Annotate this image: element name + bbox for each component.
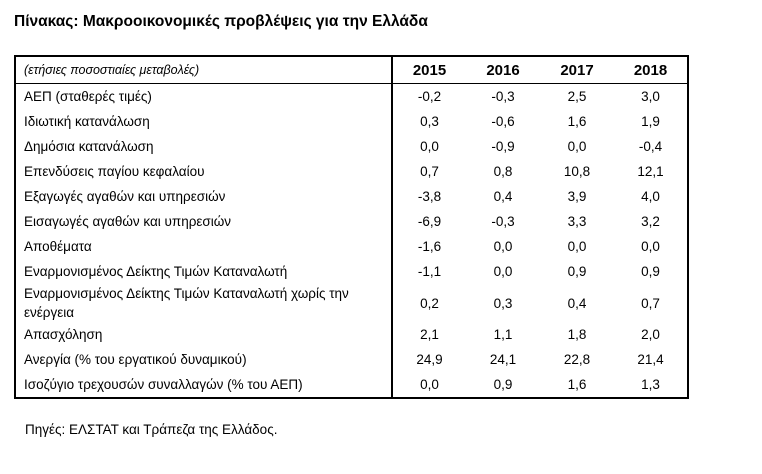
row-value: 0,0	[493, 264, 513, 279]
row-value: 0,0	[420, 139, 439, 154]
row-value: 2,0	[641, 327, 660, 342]
row-value: 24,1	[489, 352, 517, 367]
row-label: Ανεργία (% του εργατικού δυναμικού)	[15, 347, 392, 372]
row-value: 0,9	[567, 264, 587, 279]
table-header-year-2015: 2015	[392, 56, 466, 84]
table-row	[15, 159, 688, 184]
row-value: 0,0	[493, 239, 513, 254]
table-row	[15, 347, 688, 372]
row-value: 22,8	[563, 352, 591, 367]
table-row	[15, 372, 688, 398]
table-row	[15, 322, 688, 347]
table-row	[15, 84, 688, 110]
table-row	[15, 209, 688, 234]
row-value: -6,9	[417, 214, 442, 229]
row-value: 0,9	[641, 264, 660, 279]
row-value: 0,0	[567, 239, 587, 254]
row-value: 0,9	[493, 377, 513, 392]
row-value: -0,3	[491, 89, 515, 104]
row-value: 1,1	[493, 327, 513, 342]
row-label: Εναρμονισμένος Δείκτης Τιμών Καταναλωτή χωρίς την ενέργεια	[15, 284, 392, 322]
row-value: 0,7	[641, 295, 660, 311]
row-label: Ισοζύγιο τρεχουσών συναλλαγών (% του ΑΕΠ)	[15, 372, 392, 398]
row-value: 0,0	[567, 139, 587, 154]
row-value: 0,3	[493, 295, 513, 311]
row-value: -0,2	[417, 89, 442, 104]
row-label: Ιδιωτική κατανάλωση	[15, 109, 392, 134]
table-row	[15, 234, 688, 259]
row-value: 1,6	[567, 114, 587, 129]
table-header-year-2018: 2018	[614, 56, 688, 84]
row-value: 1,6	[567, 377, 587, 392]
table-row	[15, 259, 688, 284]
row-value: 1,8	[567, 327, 587, 342]
table-row	[15, 134, 688, 159]
row-value: -3,8	[417, 189, 442, 204]
row-value: 3,0	[641, 89, 660, 104]
row-value: 10,8	[563, 164, 591, 179]
row-value: -0,3	[491, 214, 515, 229]
row-label: Επενδύσεις παγίου κεφαλαίου	[15, 159, 392, 184]
table-row	[15, 284, 688, 322]
row-label: ΑΕΠ (σταθερές τιμές)	[15, 84, 392, 110]
row-value: 0,0	[420, 377, 439, 392]
table-row	[15, 109, 688, 134]
row-label: Εξαγωγές αγαθών και υπηρεσιών	[15, 184, 392, 209]
row-label: Αποθέματα	[15, 234, 392, 259]
table-header-note: (ετήσιες ποσοστιαίες μεταβολές)	[15, 56, 392, 84]
row-value: 3,3	[567, 214, 587, 229]
row-value: -1,6	[417, 239, 442, 254]
row-label: Εισαγωγές αγαθών και υπηρεσιών	[15, 209, 392, 234]
row-label: Απασχόληση	[15, 322, 392, 347]
row-label: Δημόσια κατανάλωση	[15, 134, 392, 159]
table-header-year-2017: 2017	[540, 56, 614, 84]
row-value: 1,9	[641, 114, 660, 129]
row-value: 0,0	[641, 239, 660, 254]
table-row	[15, 184, 688, 209]
row-label: Εναρμονισμένος Δείκτης Τιμών Καταναλωτή	[15, 259, 392, 284]
page-title: Πίνακας: Μακροοικονομικές προβλέψεις για την Ελλάδα	[14, 13, 428, 30]
row-value: 0,4	[493, 189, 513, 204]
row-value: 0,2	[420, 295, 439, 311]
row-value: 3,2	[641, 214, 660, 229]
row-value: 12,1	[637, 164, 664, 179]
row-value: -0,6	[491, 114, 515, 129]
row-value: 3,9	[567, 189, 587, 204]
macro-projections-table	[14, 55, 689, 399]
row-value: 2,5	[567, 89, 587, 104]
row-value: 0,4	[567, 295, 587, 311]
row-value: 0,8	[493, 164, 513, 179]
row-value: 4,0	[641, 189, 660, 204]
row-value: -1,1	[417, 264, 442, 279]
row-value: 1,3	[641, 377, 660, 392]
row-value: 2,1	[420, 327, 439, 342]
table-header-year-2016: 2016	[466, 56, 540, 84]
table-header-row	[15, 56, 688, 84]
row-value: 21,4	[637, 352, 664, 367]
row-value: 24,9	[416, 352, 443, 367]
row-value: -0,4	[638, 139, 663, 154]
row-value: -0,9	[491, 139, 515, 154]
sources-note: Πηγές: ΕΛΣΤΑΤ και Τράπεζα της Ελλάδος.	[25, 422, 278, 437]
row-value: 0,7	[420, 164, 439, 179]
row-value: 0,3	[420, 114, 439, 129]
